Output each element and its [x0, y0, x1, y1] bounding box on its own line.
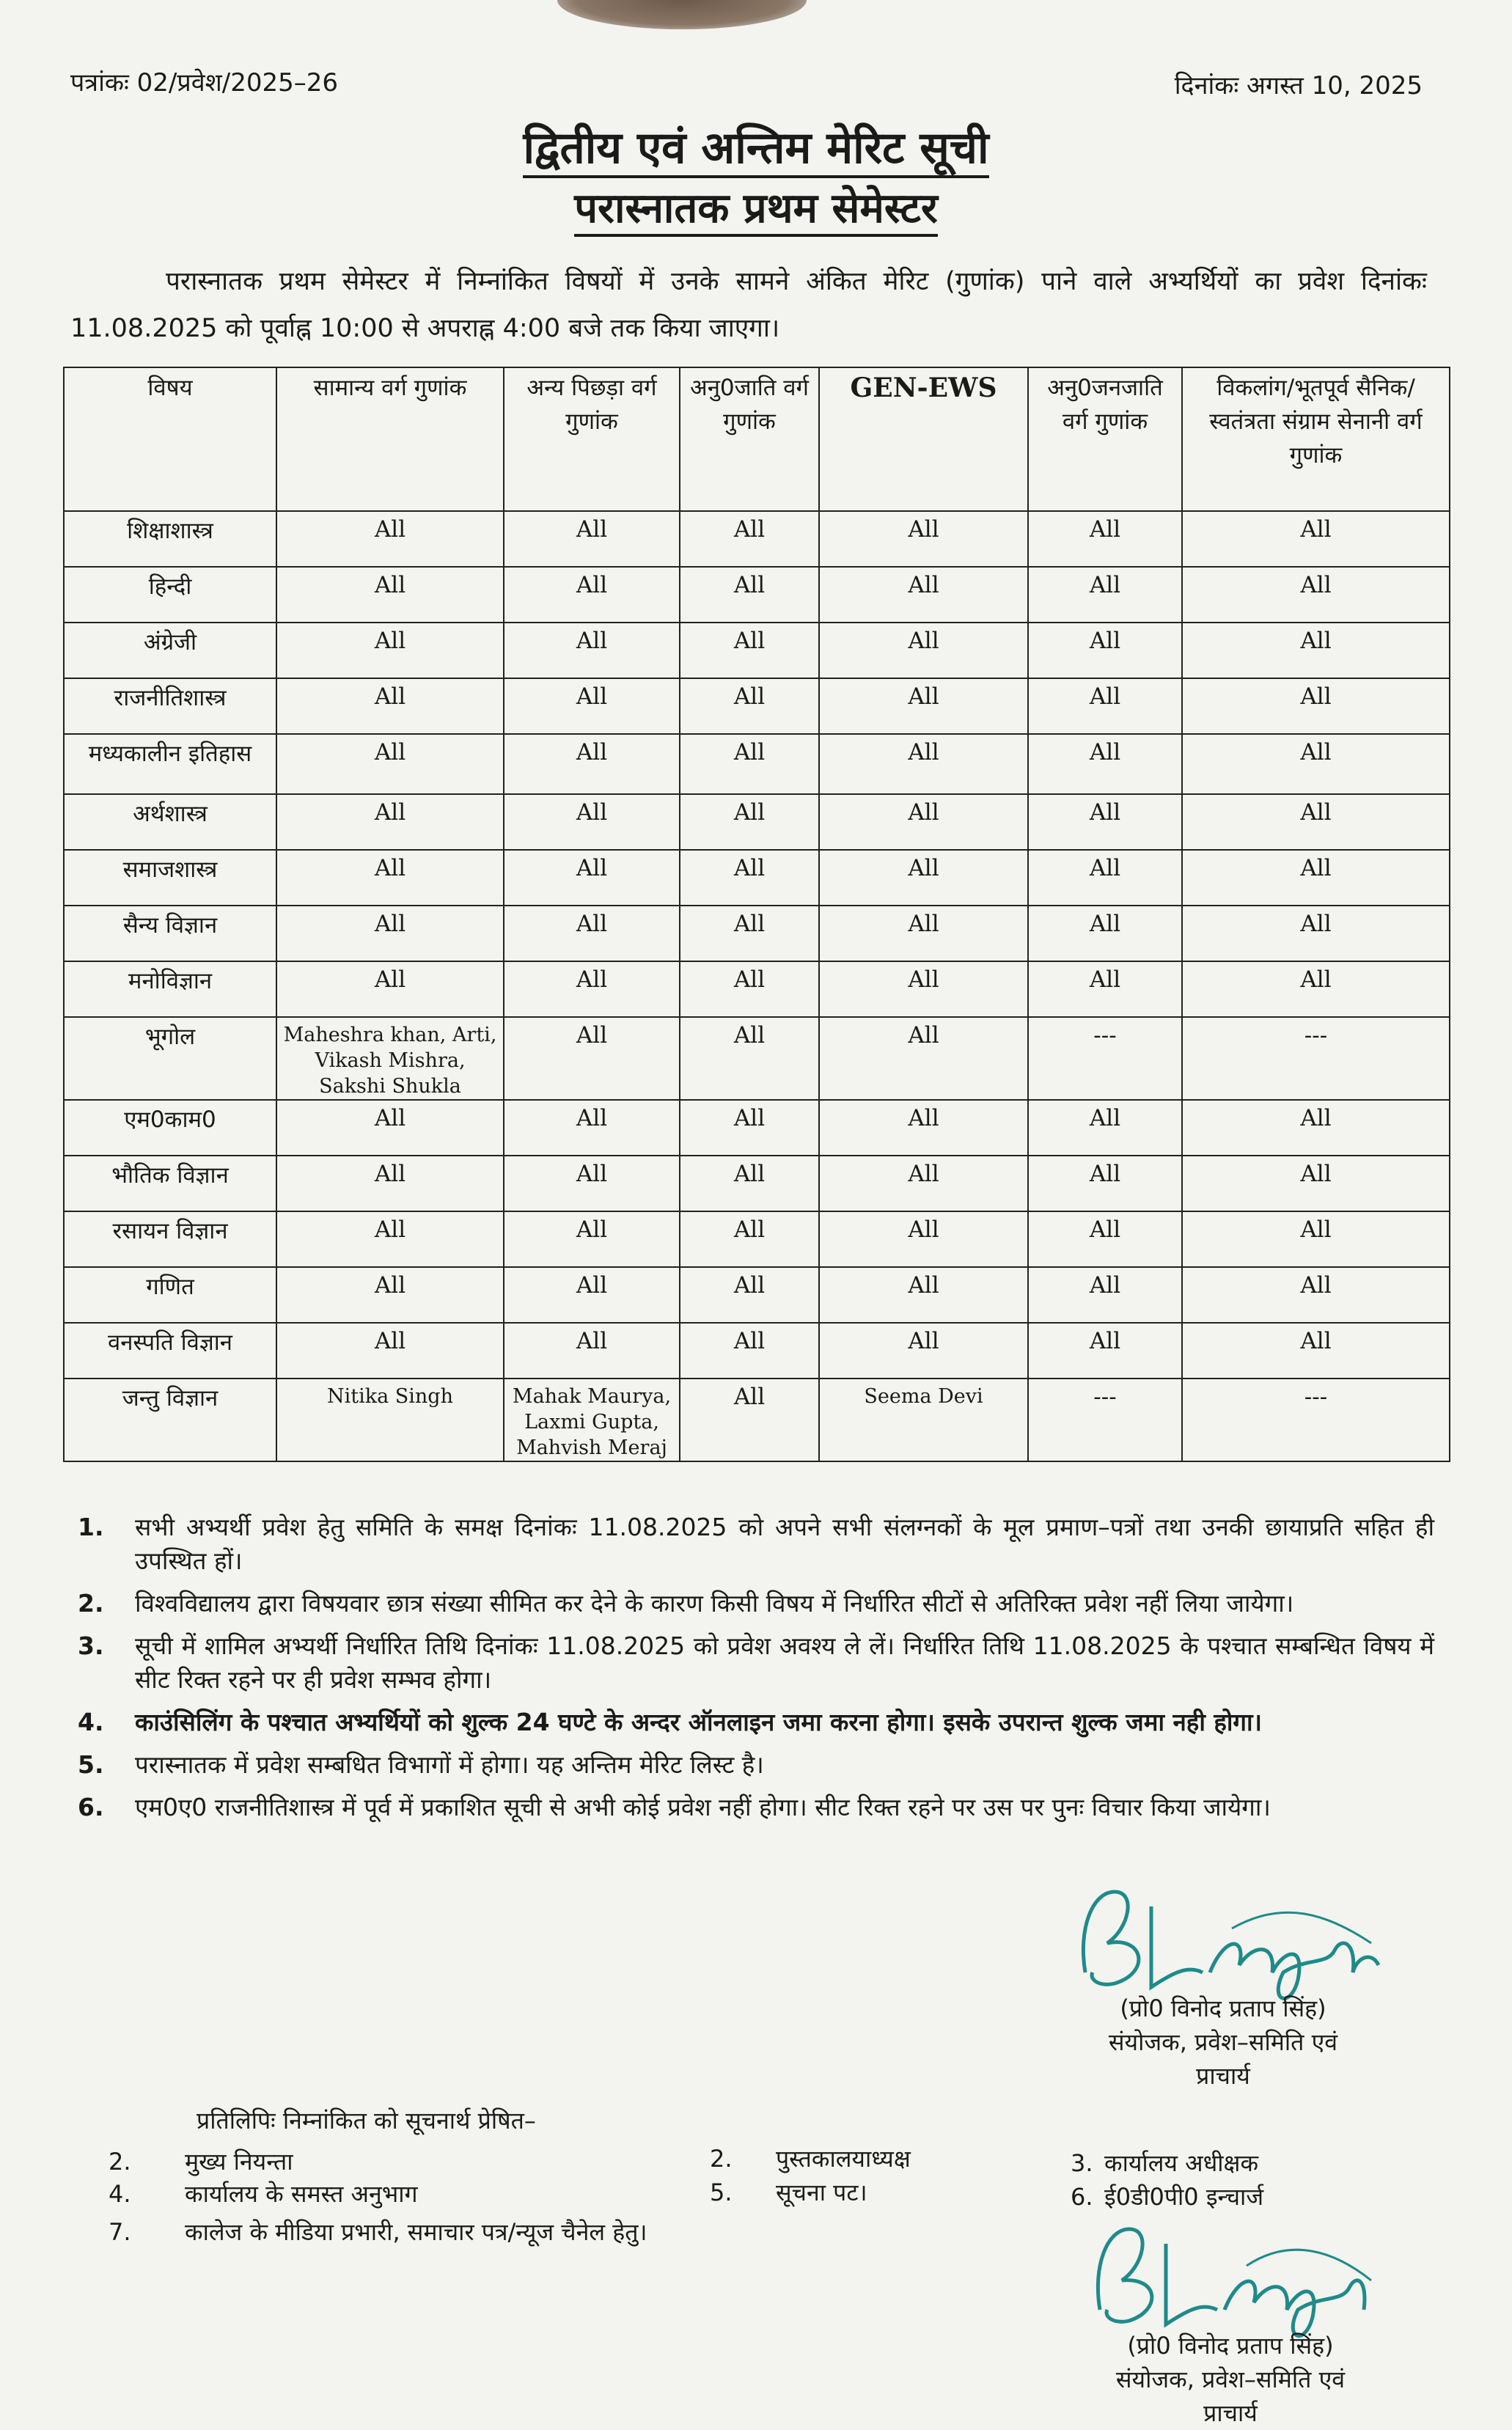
subject-cell: रसायन विज्ञान [64, 1211, 276, 1267]
merit-cell: All [1182, 961, 1450, 1017]
table-body [64, 511, 1450, 1461]
signatory-name: (प्रो0 विनोद प्रताप सिंह) [1127, 2332, 1334, 2360]
table-row [64, 567, 1450, 623]
list-item: 7. कालेज के मीडिया प्रभारी, समाचार पत्र/न्यूज चैनेल हेतु। [109, 2218, 647, 2246]
photo-thumb-shadow [557, 0, 807, 29]
merit-cell: All [276, 1156, 504, 1211]
merit-cell: All [504, 850, 680, 906]
notice-date: दिनांकः अगस्त 10, 2025 [1174, 71, 1423, 100]
list-item: 3. सूची में शामिल अभ्यर्थी निर्धारित तिथि दिनांकः 11.08.2025 को प्रवेश अवश्य ले लें। निर्धारित तिथि 11.08.2025 के पश्चात सम्बन्धित विषय में सीट रिक्त रहने पर ही प्रवेश सम्भव होगा। [78, 1631, 1434, 1694]
merit-cell: All [819, 511, 1028, 567]
list-item: 5. परास्नातक में प्रवेश सम्बधित विभागों में होगा। यह अन्तिम मेरिट लिस्ट है। [78, 1750, 764, 1779]
merit-table [63, 367, 1450, 1462]
list-item: 1. सभी अभ्यर्थी प्रवेश हेतु समिति के समक्ष दिनांकः 11.08.2025 को अपने सभी संलग्नकों के मूल प्रमाण–पत्रों तथा उनकी छायाप्रति सहित ही उपस्थित हों। [78, 1513, 1434, 1575]
merit-cell: All [276, 567, 504, 623]
subject-cell: हिन्दी [64, 567, 276, 623]
table-row [64, 961, 1450, 1017]
merit-cell: All [1028, 678, 1182, 734]
merit-cell: All [504, 1267, 680, 1323]
merit-cell: All [1182, 1156, 1450, 1211]
merit-cell: All [680, 850, 819, 906]
subject-cell: शिक्षाशास्त्र [64, 511, 276, 567]
header-subject: विषय [64, 367, 276, 511]
merit-cell: All [1028, 511, 1182, 567]
header-gen-ews: GEN-EWS [819, 367, 1028, 511]
header-special: विकलांग/भूतपूर्व सैनिक/स्वतंत्रता संग्राम सेनानी वर्ग गुणांक [1182, 367, 1450, 511]
merit-cell: All [504, 794, 680, 850]
merit-cell: All [680, 1379, 819, 1461]
merit-cell: --- [1182, 1379, 1450, 1461]
merit-cell: All [504, 906, 680, 961]
signatory-block [1040, 2329, 1421, 2430]
merit-cell: All [680, 734, 819, 794]
list-item: 2. विश्वविद्यालय द्वारा विषयवार छात्र संख्या सीमित कर देने के कारण किसी विषय में निर्धारित सीटों से अतिरिक्त प्रवेश नहीं लिया जायेगा। [78, 1589, 1294, 1618]
table-row [64, 850, 1450, 906]
copy-to-heading: प्रतिलिपिः निम्नांकित को सूचनार्थ प्रेषित– [197, 2107, 536, 2134]
list-item: 2. मुख्य नियन्ता [109, 2148, 293, 2176]
merit-cell: All [819, 734, 1028, 794]
merit-cell: All [504, 567, 680, 623]
header-general: सामान्य वर्ग गुणांक [276, 367, 504, 511]
list-item: 4. कार्यालय के समस्त अनुभाग [109, 2180, 418, 2208]
signatory-title: प्राचार्य [1203, 2399, 1258, 2427]
merit-cell: All [276, 794, 504, 850]
merit-cell: All [1182, 511, 1450, 567]
page-subtitle: परास्नातक प्रथम सेमेस्टर [0, 179, 1512, 235]
list-item: 6. एम0ए0 राजनीतिशास्त्र में पूर्व में प्रकाशित सूची से अभी कोई प्रवेश नहीं होगा। सीट रिक्त रहने पर उस पर पुनः विचार किया जायेगा। [78, 1793, 1271, 1821]
merit-cell: All [1182, 678, 1450, 734]
merit-cell: All [819, 623, 1028, 678]
merit-cell: All [1028, 1323, 1182, 1379]
merit-cell: All [819, 1323, 1028, 1379]
merit-cell: All [1182, 1100, 1450, 1156]
merit-cell: All [1028, 1156, 1182, 1211]
table-row [64, 906, 1450, 961]
merit-cell: All [276, 511, 504, 567]
merit-cell: All [819, 1156, 1028, 1211]
merit-cell: All [276, 1323, 504, 1379]
merit-cell: All [504, 623, 680, 678]
table-row [64, 1323, 1450, 1379]
merit-cell: All [819, 906, 1028, 961]
merit-cell: All [1028, 1267, 1182, 1323]
list-item: 3. कार्यालय अधीक्षक [1071, 2149, 1259, 2177]
merit-cell: All [504, 1100, 680, 1156]
merit-cell: All [504, 1211, 680, 1267]
subject-cell: राजनीतिशास्त्र [64, 678, 276, 734]
merit-cell: All [1182, 794, 1450, 850]
merit-cell: --- [1182, 1017, 1450, 1100]
reference-number: पत्रांकः 02/प्रवेश/2025–26 [70, 68, 339, 98]
intro-paragraph: परास्नातक प्रथम सेमेस्टर में निम्नांकित विषयों में उनके सामने अंकित मेरिट (गुणांक) पाने वाले अभ्यर्थियों का प्रवेश दिनांकः 11.08.2025 को पूर्वाह्न 10:00 से अपराह्न 4:00 बजे तक किया जाएगा। [70, 267, 1427, 343]
merit-cell: All [504, 1323, 680, 1379]
merit-cell: All [1182, 1267, 1450, 1323]
merit-cell: All [680, 961, 819, 1017]
merit-cell: Seema Devi [819, 1379, 1028, 1461]
table-row [64, 734, 1450, 794]
subject-cell: अंग्रेजी [64, 623, 276, 678]
merit-cell: All [1182, 1323, 1450, 1379]
header-sc: अनु0जाति वर्ग गुणांक [680, 367, 819, 511]
merit-cell: All [819, 961, 1028, 1017]
merit-cell: All [1028, 567, 1182, 623]
merit-cell: All [680, 1323, 819, 1379]
merit-cell: All [276, 1211, 504, 1267]
merit-cell: All [680, 511, 819, 567]
table-row [64, 794, 1450, 850]
table-header-row [64, 367, 1450, 511]
merit-cell: All [1182, 1211, 1450, 1267]
merit-cell: All [276, 623, 504, 678]
merit-cell: --- [1028, 1017, 1182, 1100]
list-item: 4. काउंसिलिंग के पश्चात अभ्यर्थियों को शुल्क 24 घण्टे के अन्दर ऑनलाइन जमा करना होगा। इसके उपरान्त शुल्क जमा नही होगा। [78, 1708, 1263, 1736]
merit-cell: All [504, 1017, 680, 1100]
table-row [64, 1379, 1450, 1461]
subject-cell: गणित [64, 1267, 276, 1323]
merit-cell: All [680, 1017, 819, 1100]
merit-cell: All [276, 734, 504, 794]
merit-cell: All [680, 906, 819, 961]
merit-cell: All [1028, 961, 1182, 1017]
merit-cell: All [1028, 794, 1182, 850]
table-row [64, 1211, 1450, 1267]
merit-cell: All [680, 1267, 819, 1323]
merit-cell: All [504, 511, 680, 567]
merit-cell: All [276, 678, 504, 734]
merit-cell: All [680, 1100, 819, 1156]
merit-cell: All [276, 1267, 504, 1323]
merit-cell: Mahak Maurya, Laxmi Gupta, Mahvish Meraj [504, 1379, 680, 1461]
subject-cell: मध्यकालीन इतिहास [64, 734, 276, 794]
merit-cell: All [819, 850, 1028, 906]
merit-cell: All [276, 850, 504, 906]
subject-cell: वनस्पति विज्ञान [64, 1323, 276, 1379]
header-obc: अन्य पिछड़ा वर्ग गुणांक [504, 367, 680, 511]
subject-cell: भूगोल [64, 1017, 276, 1100]
merit-cell: All [819, 1267, 1028, 1323]
merit-cell: All [504, 1156, 680, 1211]
instructions-list [70, 1511, 1434, 1833]
merit-cell: All [819, 1100, 1028, 1156]
merit-cell: All [276, 1100, 504, 1156]
merit-cell: All [680, 794, 819, 850]
merit-cell: All [680, 678, 819, 734]
merit-cell: All [276, 906, 504, 961]
merit-cell: All [276, 961, 504, 1017]
handwritten-signature [1063, 1862, 1386, 2009]
list-item: 6. ई0डी0पी0 इन्चार्ज [1071, 2183, 1264, 2211]
page-title: द्वितीय एवं अन्तिम मेरिट सूची [0, 116, 1512, 176]
merit-cell: --- [1028, 1379, 1182, 1461]
merit-cell: All [680, 623, 819, 678]
merit-cell: All [1182, 734, 1450, 794]
merit-cell: All [1182, 906, 1450, 961]
merit-cell: All [819, 1211, 1028, 1267]
merit-cell: All [1182, 850, 1450, 906]
table-row [64, 1156, 1450, 1211]
subject-cell: मनोविज्ञान [64, 961, 276, 1017]
subject-cell: एम0काम0 [64, 1100, 276, 1156]
merit-cell: Maheshra khan, Arti, Vikash Mishra, Sakshi Shukla [276, 1017, 504, 1100]
merit-cell: All [504, 678, 680, 734]
merit-cell: All [680, 1156, 819, 1211]
list-item: 5. सूचना पट। [710, 2178, 867, 2206]
merit-cell: All [504, 961, 680, 1017]
merit-cell: All [1028, 850, 1182, 906]
table-row [64, 1100, 1450, 1156]
merit-cell: All [1182, 623, 1450, 678]
handwritten-signature [1071, 2207, 1379, 2346]
merit-cell: All [819, 794, 1028, 850]
subject-cell: समाजशास्त्र [64, 850, 276, 906]
merit-cell: All [819, 567, 1028, 623]
merit-cell: All [1028, 623, 1182, 678]
list-item: 2. पुस्तकालयाध्यक्ष [710, 2145, 911, 2173]
merit-cell: All [1028, 906, 1182, 961]
signatory-block [1032, 1992, 1414, 2093]
table-row [64, 511, 1450, 567]
signatory-name: (प्रो0 विनोद प्रताप सिंह) [1120, 1994, 1326, 2022]
merit-cell: Nitika Singh [276, 1379, 504, 1461]
table-row [64, 1017, 1450, 1100]
merit-cell: All [1028, 1211, 1182, 1267]
subject-cell: सैन्य विज्ञान [64, 906, 276, 961]
signatory-role: संयोजक, प्रवेश–समिति एवं [1115, 2365, 1346, 2393]
merit-cell: All [819, 678, 1028, 734]
merit-cell: All [819, 1017, 1028, 1100]
table-row [64, 1267, 1450, 1323]
merit-cell: All [1182, 567, 1450, 623]
subject-cell: भौतिक विज्ञान [64, 1156, 276, 1211]
table-row [64, 678, 1450, 734]
signatory-role: संयोजक, प्रवेश–समिति एवं [1108, 2028, 1338, 2056]
merit-cell: All [1028, 734, 1182, 794]
merit-cell: All [504, 734, 680, 794]
subject-cell: जन्तु विज्ञान [64, 1379, 276, 1461]
merit-cell: All [680, 567, 819, 623]
table-row [64, 623, 1450, 678]
signatory-title: प्राचार्य [1196, 2062, 1250, 2090]
subject-cell: अर्थशास्त्र [64, 794, 276, 850]
merit-cell: All [1028, 1100, 1182, 1156]
merit-cell: All [680, 1211, 819, 1267]
header-st: अनु0जनजाति वर्ग गुणांक [1028, 367, 1182, 511]
